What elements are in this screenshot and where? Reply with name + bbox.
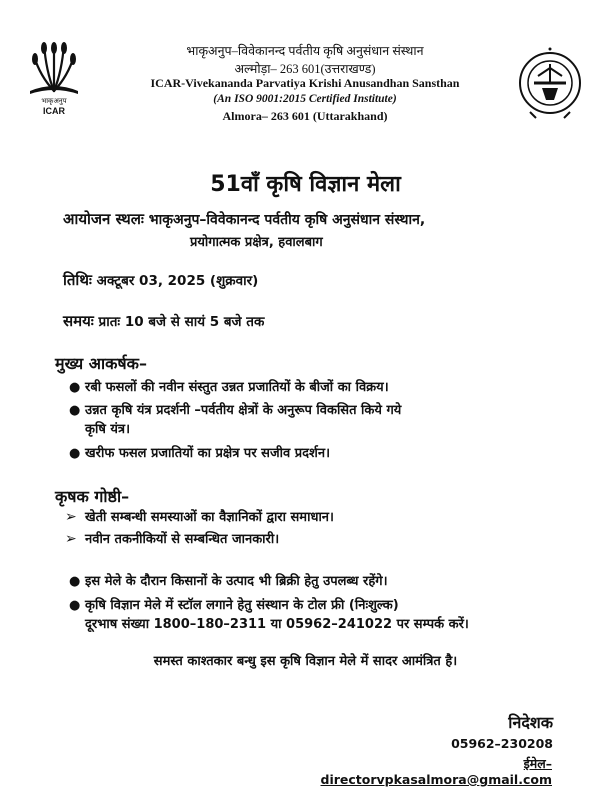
bullet-icon: ● — [69, 446, 81, 461]
institute-address-english: Almora– 263 601 (Uttarakhand) — [222, 109, 388, 123]
date-label: तिथिः — [63, 271, 92, 289]
note-text: कृषि विज्ञान मेले में स्टॉल लगाने हेतु संस्थान के टोल फ्री (निःशुल्क) — [85, 598, 399, 613]
time-line — [63, 311, 264, 331]
time-label: समयः — [63, 312, 94, 330]
signatory-title: निदेशक — [508, 713, 553, 732]
arrow-bullet-icon: ➢ — [65, 531, 77, 547]
list-item — [69, 596, 399, 616]
bullet-icon: ● — [69, 403, 81, 418]
attraction-text: रबी फसलों की नवीन संस्तुत उन्नत प्रजातियों के बीजों का विक्रय। — [85, 380, 389, 395]
list-item — [69, 378, 389, 398]
list-item — [69, 444, 330, 464]
institute-logo — [516, 42, 584, 124]
icar-caption-english: ICAR — [43, 106, 65, 116]
iso-certification: (An ISO 9001:2015 Certified Institute) — [213, 93, 397, 105]
venue — [63, 209, 425, 229]
list-item — [65, 530, 280, 550]
attraction-text: उन्नत कृषि यंत्र प्रदर्शनी –पर्वतीय क्षेत्रों के अनुरूप विकसित किये गये — [85, 403, 402, 418]
list-item-continuation: कृषि यंत्र। — [85, 422, 131, 437]
icar-caption-hindi: भाकृअनुप — [41, 98, 67, 105]
attractions-heading: मुख्य आकर्षक– — [55, 354, 147, 373]
page-title: 51वाँ कृषि विज्ञान मेला — [210, 172, 401, 197]
time-value: प्रातः 10 बजे से सायं 5 बजे तक — [98, 314, 265, 330]
institute-name-english: ICAR-Vivekananda Parvatiya Krishi Anusandhan Sansthan — [150, 76, 460, 90]
bullet-icon: ● — [69, 574, 81, 589]
venue-line2: प्रयोगात्मक प्रक्षेत्र, हवालबाग — [190, 235, 323, 250]
list-item — [69, 572, 388, 592]
icar-logo-caption — [28, 97, 80, 116]
venue-line1: भाकृअनुप–विवेकानन्द पर्वतीय कृषि अनुसंधान संस्थान, — [148, 212, 426, 228]
venue-label: आयोजन स्थलः — [63, 210, 144, 228]
goshthi-text: नवीन तकनीकियों से सम्बन्धित जानकारी। — [85, 532, 280, 547]
arrow-bullet-icon: ➢ — [65, 509, 77, 525]
goshthi-text: खेती सम्बन्धी समस्याओं का वैज्ञानिकों द्वारा समाधान। — [85, 510, 334, 525]
institute-name-hindi: भाकृअनुप–विवेकानन्द पर्वतीय कृषि अनुसंधान संस्थान — [186, 44, 424, 58]
director-phone: 05962–230208 — [451, 736, 553, 751]
attraction-text: खरीफ फसल प्रजातियों का प्रक्षेत्र पर सजीव प्रदर्शन। — [85, 446, 330, 461]
email-label: ईमेल– — [523, 756, 552, 771]
goshthi-heading: कृषक गोष्ठी– — [55, 487, 130, 506]
institute-address-hindi: अल्मोड़ा– 263 601(उत्तराखण्ड) — [234, 62, 376, 76]
closing-invitation: समस्त काश्तकार बन्धु इस कृषि विज्ञान मेले में सादर आमंत्रित है। — [153, 654, 458, 669]
list-item — [69, 401, 402, 421]
bullet-icon: ● — [69, 598, 81, 613]
date-line — [63, 270, 258, 290]
bullet-icon: ● — [69, 380, 81, 395]
email-address[interactable]: directorvpkasalmora@gmail.com — [320, 772, 552, 787]
director-email — [300, 755, 552, 787]
list-item-continuation: दूरभाष संख्या 1800–180–2311 या 05962–241022 पर सम्पर्क करें। — [85, 617, 469, 632]
note-text: इस मेले के दौरान किसानों के उत्पाद भी ब्रिक्री हेतु उपलब्ध रहेंगे। — [85, 574, 388, 589]
list-item — [65, 508, 334, 528]
date-value: अक्टूबर 03, 2025 (शुक्रवार) — [96, 273, 259, 289]
